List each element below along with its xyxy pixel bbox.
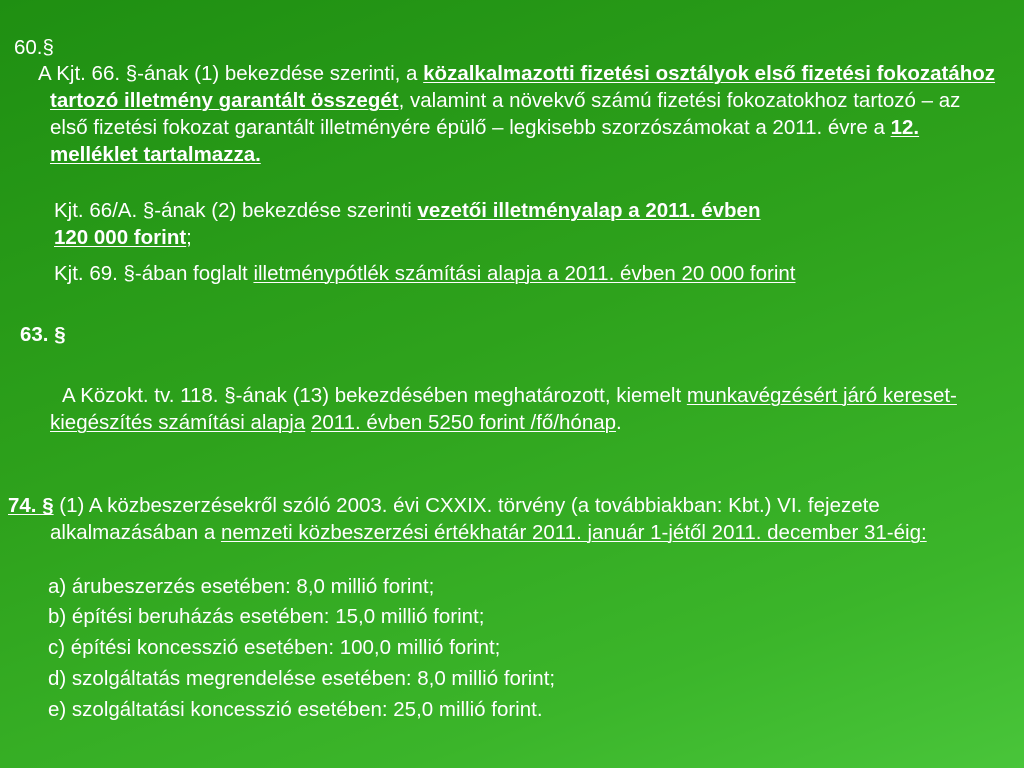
text-underlined: nemzeti közbeszerzési értékhatár 2011. január 1-jétől 2011. december 31-éig: xyxy=(220,521,927,544)
text-emphasis: közalkalmazotti fizetési osztályok első fizetési fokozatához tartozó illetmény garantált összegét xyxy=(50,62,996,112)
section-60-paragraph-1 xyxy=(14,60,998,168)
text-underlined: 2011. évben 5250 forint /fő/hónap xyxy=(310,411,617,434)
section-60-paragraph-2 xyxy=(54,197,984,251)
text: A Közokt. tv. 118. §-ának (13) bekezdésében meghatározott, kiemelt xyxy=(62,384,687,407)
section-74-paragraph xyxy=(8,492,1004,546)
text-underlined: illetménypótlék számítási alapja a 2011. évben 20 000 forint xyxy=(253,262,796,285)
section-63-heading: 63. § xyxy=(20,323,66,346)
text: , valamint a növekvő számú fizetési fokozatokhoz tartozó – az első fizetési fokozat garantált illetményére épülő – legkisebb szorzószámokat a 2011. évre a xyxy=(50,89,961,139)
list-item-c: c) építési koncesszió esetében: 100,0 millió forint; xyxy=(48,636,501,659)
text: . xyxy=(616,411,622,434)
text-emphasis: 12. melléklet tartalmazza. xyxy=(50,116,920,166)
text-emphasis: 120 000 forint xyxy=(54,226,187,249)
text: Kjt. 69. §-ában foglalt xyxy=(54,262,254,285)
text-underlined: munkavégzésért járó kereset-kiegészítés számítási alapja xyxy=(50,384,957,434)
section-60-paragraph-3 xyxy=(54,260,1004,287)
text: Kjt. 66/A. §-ának (2) bekezdése szerinti xyxy=(54,199,418,222)
section-63-paragraph xyxy=(14,382,998,436)
text: (1) A közbeszerzésekről szóló 2003. évi CXXIX. törvény (a továbbiakban: Kbt.) VI. fejezete alkalmazásában a xyxy=(50,494,880,544)
list-item-b: b) építési beruházás esetében: 15,0 millió forint; xyxy=(48,605,485,628)
list-item-a: a) árubeszerzés esetében: 8,0 millió forint; xyxy=(48,575,435,598)
list-item-e: e) szolgáltatási koncesszió esetében: 25,0 millió forint. xyxy=(48,698,543,721)
text: ; xyxy=(186,226,192,249)
text-emphasis: vezetői illetményalap a 2011. évben xyxy=(417,199,761,222)
text: A Kjt. 66. §-ának (1) bekezdése szerinti, a xyxy=(38,62,424,85)
section-60-heading: 60.§ xyxy=(14,36,54,59)
section-74-heading: 74. § xyxy=(8,494,54,517)
list-item-d: d) szolgáltatás megrendelése esetében: 8,0 millió forint; xyxy=(48,667,556,690)
